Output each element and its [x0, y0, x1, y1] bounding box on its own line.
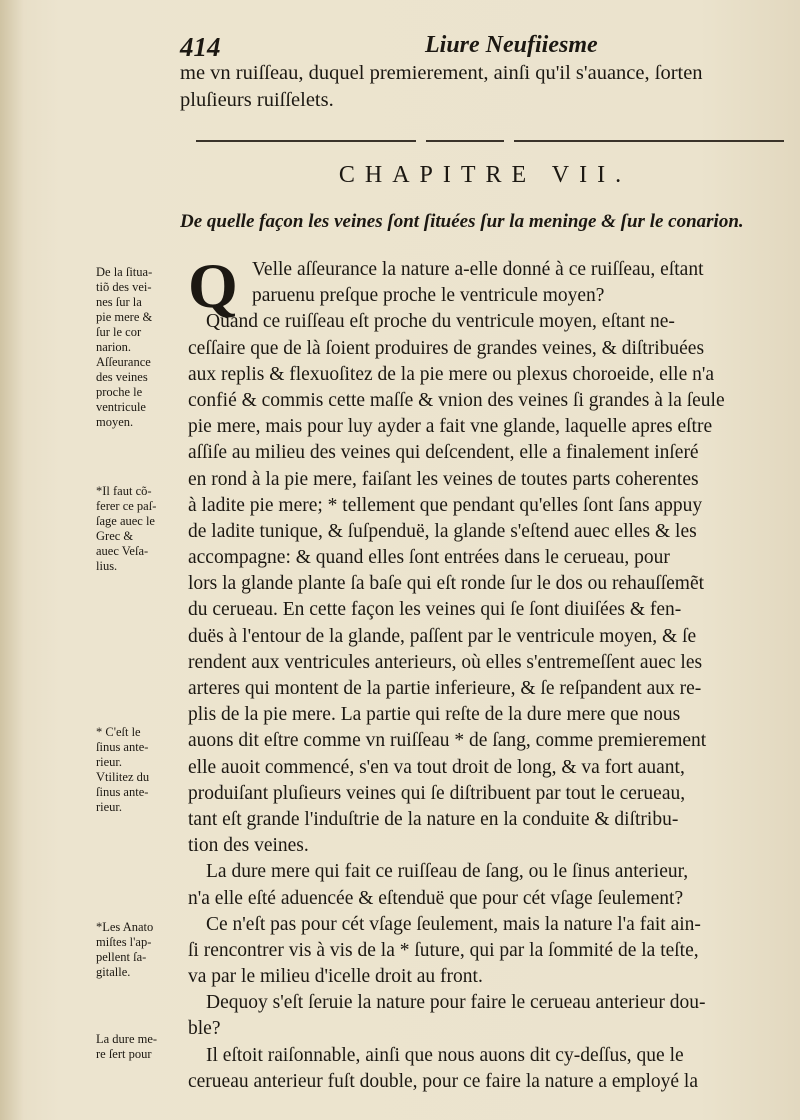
divider-rule: [426, 140, 504, 142]
margin-note-line: ſinus ante-: [96, 785, 149, 799]
page-number: 414: [180, 32, 221, 62]
margin-note-line: Grec &: [96, 529, 134, 543]
body-line: aux replis & flexuoſitez de la pie mere ou plexus choroeide, elle n'a: [188, 363, 715, 385]
margin-note-line: Aſſeurance: [96, 355, 151, 369]
margin-note-line: pellent ſa-: [96, 950, 147, 964]
margin-note-sinus: [96, 725, 180, 815]
margin-note-line: ſur le cor: [96, 325, 142, 339]
margin-note-line: *Il faut cõ-: [96, 484, 152, 498]
running-head: Liure Neufiiesme: [425, 32, 598, 58]
body-line: Il eſtoit raiſonnable, ainſi que nous auons dit cy-deſſus, que le: [206, 1044, 684, 1066]
drop-cap: Q: [188, 250, 238, 321]
margin-note-line: ventricule: [96, 400, 146, 414]
body-line: va par le milieu d'icelle droit au front.: [188, 966, 483, 988]
body-line: en rond à la pie mere, faiſant les veines de toutes parts coherentes: [188, 468, 699, 490]
margin-note-line: La dure me-: [96, 1032, 158, 1046]
body-line: accompagne: & quand elles ſont entrées dans le cerueau, pour: [188, 547, 670, 569]
margin-note-situation: [96, 265, 180, 430]
body-line: confié & commis cette maſſe & vnion des veines ſi grandes à la ſeule: [188, 389, 725, 411]
margin-note-line: moyen.: [96, 415, 134, 429]
body-line: à ladite pie mere; * tellement que pendant qu'elles ſont ſans appuy: [188, 494, 703, 516]
margin-note-line: rieur.: [96, 755, 123, 769]
body-line: du cerueau. En cette façon les veines qui ſe ſont diuiſées & fen-: [188, 599, 682, 621]
body-line: tion des veines.: [188, 835, 309, 857]
body-line: arteres qui montent de la partie inferieure, & ſe reſpandent aux re-: [188, 678, 702, 699]
carry-over-line: me vn ruiſſeau, duquel premierement, ainſi qu'il s'auance, ſorten: [180, 62, 703, 84]
margin-note-line: ſinus ante-: [96, 740, 149, 754]
margin-note-line: re ſert pour: [96, 1047, 152, 1061]
margin-note-line: nes ſur la: [96, 295, 142, 309]
body-line: produiſant pluſieurs veines qui ſe diſtribuent par tout le cerueau,: [188, 782, 686, 804]
body-line: lors la glande plante ſa baſe qui eſt ronde ſur le dos ou rehauſſemẽt: [188, 573, 705, 595]
body-line: rendent aux ventricules anterieurs, où elles s'entremeſſent auec les: [188, 651, 703, 673]
margin-note-greek: [96, 484, 180, 574]
body-line: aſſiſe au milieu des veines qui deſcendent, elle a finalement inſeré: [188, 442, 699, 464]
margin-note-line: gitalle.: [96, 965, 131, 979]
divider-rule: [514, 140, 784, 142]
carry-over-text: [180, 60, 790, 114]
margin-note-line: des veines: [96, 370, 148, 384]
margin-note-anatomists: [96, 920, 180, 980]
margin-note-dura-mater: [96, 1032, 180, 1062]
body-text: [188, 250, 792, 1095]
body-line: tant eſt grande l'induſtrie de la nature en la conduite & diſtribu-: [188, 808, 679, 830]
carry-over-line: pluſieurs ruiſſelets.: [180, 89, 334, 111]
margin-note-line: ferer ce paſ-: [96, 499, 157, 513]
margin-note-line: * C'eſt le: [96, 725, 141, 739]
margin-note-line: pie mere &: [96, 310, 153, 324]
body-line: duës à l'entour de la glande, paſſent par le ventricule moyen, & ſe: [188, 625, 697, 647]
margin-note-line: proche le: [96, 385, 143, 399]
body-line: cerueau anterieur fuſt double, pour ce faire la nature a employé la: [188, 1070, 698, 1092]
margin-note-line: miſtes l'ap-: [96, 935, 152, 949]
margin-note-line: tiõ des vei-: [96, 280, 152, 294]
divider-rule: [196, 140, 416, 142]
margin-note-line: rieur.: [96, 800, 123, 814]
body-line: ſi rencontrer vis à vis de la * ſuture, qui par la ſommité de la teſte,: [188, 939, 699, 961]
body-line: Velle aſſeurance la nature a-elle donné à ce ruiſſeau, eſtant: [252, 259, 704, 280]
page-header: [180, 30, 790, 64]
body-line: paruenu preſque proche le ventricule moyen?: [252, 285, 605, 307]
body-line: La dure mere qui fait ce ruiſſeau de ſang, ou le ſinus anterieur,: [206, 861, 689, 883]
body-line: Dequoy s'eſt ſeruie la nature pour faire le cerueau anterieur dou-: [206, 992, 706, 1014]
margin-note-line: lius.: [96, 559, 118, 573]
margin-note-line: *Les Anato: [96, 920, 154, 934]
margin-note-line: auec Veſa-: [96, 544, 149, 558]
body-line: n'a elle eſté aduencée & eſtenduë que pour cét vſage ſeulement?: [188, 887, 684, 909]
margin-note-line: Vtilitez du: [96, 770, 150, 784]
body-line: de ladite tunique, & ſuſpenduë, la glande s'eſtend auec elles & les: [188, 520, 697, 542]
body-line: elle auoit commencé, s'en va tout droit de long, & va fort auant,: [188, 756, 685, 778]
body-line: Quand ce ruiſſeau eſt proche du ventricule moyen, eſtant ne-: [206, 311, 675, 333]
body-line: ceſſaire que de là ſoient produires de grandes veines, & diſtribuées: [188, 337, 705, 359]
body-line: plis de la pie mere. La partie qui reſte de la dure mere que nous: [188, 704, 681, 726]
body-line: pie mere, mais pour luy ayder a fait vne glande, laquelle apres eſtre: [188, 416, 713, 438]
body-line: ble?: [188, 1018, 221, 1040]
chapter-subtitle: De quelle façon les veines ſont ſituées ſur la meninge & ſur le conarion.: [180, 211, 744, 232]
body-line: auons dit eſtre comme vn ruiſſeau * de ſang, comme premierement: [188, 730, 707, 752]
margin-note-line: De la ſitua-: [96, 265, 153, 279]
chapter-title: CHAPITRE VII.: [338, 162, 632, 188]
margin-note-line: narion.: [96, 340, 132, 354]
margin-note-line: ſage auec le: [96, 514, 155, 528]
body-line: Ce n'eſt pas pour cét vſage ſeulement, mais la nature l'a fait ain-: [206, 913, 701, 935]
